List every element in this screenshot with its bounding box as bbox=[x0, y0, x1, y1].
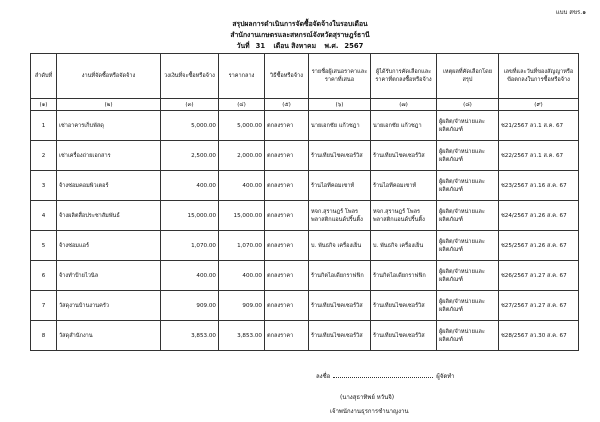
table-row bbox=[31, 111, 579, 141]
winner-name: หจก.สุราษฎร์ โพลร พลาสติกแอนด์ปริ้นติ้ง bbox=[371, 201, 437, 231]
median-price: 400.00 bbox=[219, 171, 265, 201]
row-number: 2 bbox=[31, 141, 57, 171]
median-price: 5,000.00 bbox=[219, 111, 265, 141]
procurement-method: ตกลงราคา bbox=[265, 201, 309, 231]
item-name: วัสดุสำนักงาน bbox=[57, 321, 161, 351]
col-header: ผู้ได้รับการคัดเลือกและราคาที่ตกลงซื้อหรือจ้าง bbox=[371, 54, 437, 99]
col-number: (๒) bbox=[57, 99, 161, 111]
table-row bbox=[31, 201, 579, 231]
report-date bbox=[0, 40, 600, 51]
item-name: วัสดุงานบ้านงานครัว bbox=[57, 291, 161, 321]
item-name: เช่าเครื่องถ่ายเอกสาร bbox=[57, 141, 161, 171]
date-month: เดือน สิงหาคม bbox=[273, 42, 317, 50]
col-header: วิธีซื้อหรือจ้าง bbox=[265, 54, 309, 99]
col-number: (๕) bbox=[265, 99, 309, 111]
table-row bbox=[31, 261, 579, 291]
bidder-name: ร้านไอทีคอมเซาท์ bbox=[309, 171, 371, 201]
row-number: 8 bbox=[31, 321, 57, 351]
contract-ref: ช25/2567 ลว.26 ส.ค. 67 bbox=[499, 231, 579, 261]
col-header: เหตุผลที่คัดเลือกโดยสรุป bbox=[437, 54, 499, 99]
signer-position: เจ้าพนักงานธุรการชำนาญงาน bbox=[330, 408, 409, 415]
contract-ref: ช27/2567 ลว.27 ส.ค. 67 bbox=[499, 291, 579, 321]
item-name: จ้างซ่อมคอมพิวเตอร์ bbox=[57, 171, 161, 201]
selection-reason: ผู้ผลิต/จำหน่ายและผลิตภัณฑ์ bbox=[437, 291, 499, 321]
col-header: งานที่จัดซื้อหรือจัดจ้าง bbox=[57, 54, 161, 99]
col-number: (๗) bbox=[371, 99, 437, 111]
col-number: (๔) bbox=[219, 99, 265, 111]
budget-amount: 3,853.00 bbox=[161, 321, 219, 351]
contract-ref: ช28/2567 ลว.30 ส.ค. 67 bbox=[499, 321, 579, 351]
row-number: 6 bbox=[31, 261, 57, 291]
winner-name: ร้านกิตไอเดียกราฟฟิก bbox=[371, 261, 437, 291]
col-header: เลขที่และวันที่ของสัญญาหรือข้อตกลงในการซื้อหรือจ้าง bbox=[499, 54, 579, 99]
date-year: 2567 bbox=[344, 42, 364, 50]
contract-ref: ช24/2567 ลว.26 ส.ค. 67 bbox=[499, 201, 579, 231]
row-number: 4 bbox=[31, 201, 57, 231]
winner-name: นายเอกชัย แก้วชฎา bbox=[371, 111, 437, 141]
col-number: (๓) bbox=[161, 99, 219, 111]
median-price: 1,070.00 bbox=[219, 231, 265, 261]
col-header: ราคากลาง bbox=[219, 54, 265, 99]
table-row bbox=[31, 231, 579, 261]
form-code: แบบ สขร.๑ bbox=[555, 9, 586, 16]
signer-role: ผู้จัดทำ bbox=[436, 373, 455, 380]
bidder-name: นายเอกชัย แก้วชฎา bbox=[309, 111, 371, 141]
selection-reason: ผู้ผลิต/จำหน่ายและผลิตภัณฑ์ bbox=[437, 141, 499, 171]
bidder-name: ร้านกิตไอเดียกราฟฟิก bbox=[309, 261, 371, 291]
date-day: 31 bbox=[255, 42, 266, 50]
contract-ref: ช23/2567 ลว.16 ส.ค. 67 bbox=[499, 171, 579, 201]
procurement-method: ตกลงราคา bbox=[265, 321, 309, 351]
procurement-method: ตกลงราคา bbox=[265, 141, 309, 171]
col-header: ลำดับที่ bbox=[31, 54, 57, 99]
date-prefix: วันที่ bbox=[236, 42, 250, 50]
procurement-method: ตกลงราคา bbox=[265, 261, 309, 291]
budget-amount: 15,000.00 bbox=[161, 201, 219, 231]
date-year-label: พ.ศ. bbox=[324, 42, 339, 50]
budget-amount: 400.00 bbox=[161, 171, 219, 201]
bidder-name: บ. พันธกิจ เครื่องเย็น bbox=[309, 231, 371, 261]
signature-line bbox=[316, 371, 455, 381]
column-number-row bbox=[31, 99, 579, 111]
col-number: (๙) bbox=[499, 99, 579, 111]
bidder-name: ร้านเทียนไชคเซอร์วิส bbox=[309, 141, 371, 171]
winner-name: ร้านเทียนไชคเซอร์วิส bbox=[371, 141, 437, 171]
col-number: (๘) bbox=[437, 99, 499, 111]
budget-amount: 1,070.00 bbox=[161, 231, 219, 261]
budget-amount: 400.00 bbox=[161, 261, 219, 291]
winner-name: ร้านไอทีคอมเซาท์ bbox=[371, 171, 437, 201]
row-number: 1 bbox=[31, 111, 57, 141]
document-title: สรุปผลการดำเนินการจัดซื้อจัดจ้างในรอบเดือน bbox=[232, 20, 368, 28]
selection-reason: ผู้ผลิต/จำหน่ายและผลิตภัณฑ์ bbox=[437, 201, 499, 231]
budget-amount: 2,500.00 bbox=[161, 141, 219, 171]
bidder-name: หจก.สุราษฎร์ โพลร พลาสติกแอนด์ปริ้นติ้ง bbox=[309, 201, 371, 231]
procurement-table bbox=[30, 53, 579, 351]
winner-name: ร้านเทียนไชคเซอร์วิส bbox=[371, 291, 437, 321]
item-name: จ้างทำป้ายไวนิล bbox=[57, 261, 161, 291]
median-price: 15,000.00 bbox=[219, 201, 265, 231]
col-header: วงเงินที่จะซื้อหรือจ้าง bbox=[161, 54, 219, 99]
median-price: 3,853.00 bbox=[219, 321, 265, 351]
contract-ref: ช21/2567 ลว.1 ส.ค. 67 bbox=[499, 111, 579, 141]
selection-reason: ผู้ผลิต/จำหน่ายและผลิตภัณฑ์ bbox=[437, 321, 499, 351]
bidder-name: ร้านเทียนไชคเซอร์วิส bbox=[309, 321, 371, 351]
selection-reason: ผู้ผลิต/จำหน่ายและผลิตภัณฑ์ bbox=[437, 111, 499, 141]
selection-reason: ผู้ผลิต/จำหน่ายและผลิตภัณฑ์ bbox=[437, 231, 499, 261]
table-row bbox=[31, 141, 579, 171]
col-number: (๖) bbox=[309, 99, 371, 111]
median-price: 909.00 bbox=[219, 291, 265, 321]
item-name: เช่าอาคารเก็บพัสดุ bbox=[57, 111, 161, 141]
procurement-method: ตกลงราคา bbox=[265, 291, 309, 321]
median-price: 400.00 bbox=[219, 261, 265, 291]
item-name: จ้างผลิตสื่อประชาสัมพันธ์ bbox=[57, 201, 161, 231]
procurement-method: ตกลงราคา bbox=[265, 231, 309, 261]
procurement-method: ตกลงราคา bbox=[265, 171, 309, 201]
procurement-method: ตกลงราคา bbox=[265, 111, 309, 141]
col-header: รายชื่อผู้เสนอราคาและราคาที่เสนอ bbox=[309, 54, 371, 99]
budget-amount: 5,000.00 bbox=[161, 111, 219, 141]
winner-name: บ. พันธกิจ เครื่องเย็น bbox=[371, 231, 437, 261]
row-number: 7 bbox=[31, 291, 57, 321]
contract-ref: ช22/2567 ลว.1 ส.ค. 67 bbox=[499, 141, 579, 171]
item-name: จ้างซ่อมแอร์ bbox=[57, 231, 161, 261]
sign-label: ลงชื่อ bbox=[316, 373, 331, 380]
table-row bbox=[31, 291, 579, 321]
median-price: 2,000.00 bbox=[219, 141, 265, 171]
table-row bbox=[31, 171, 579, 201]
signature-blank bbox=[333, 371, 433, 378]
row-number: 3 bbox=[31, 171, 57, 201]
table-row bbox=[31, 321, 579, 351]
selection-reason: ผู้ผลิต/จำหน่ายและผลิตภัณฑ์ bbox=[437, 171, 499, 201]
row-number: 5 bbox=[31, 231, 57, 261]
contract-ref: ช26/2567 ลว.27 ส.ค. 67 bbox=[499, 261, 579, 291]
col-number: (๑) bbox=[31, 99, 57, 111]
winner-name: ร้านเทียนไชคเซอร์วิส bbox=[371, 321, 437, 351]
signer-name: (นางสุธาทิพย์ หวันจิ) bbox=[340, 394, 395, 401]
budget-amount: 909.00 bbox=[161, 291, 219, 321]
office-name: สำนักงานเกษตรและสหกรณ์จังหวัดสุราษฎร์ธานี bbox=[230, 31, 370, 39]
table-header-row bbox=[31, 54, 579, 99]
selection-reason: ผู้ผลิต/จำหน่ายและผลิตภัณฑ์ bbox=[437, 261, 499, 291]
bidder-name: ร้านเทียนไชคเซอร์วิส bbox=[309, 291, 371, 321]
